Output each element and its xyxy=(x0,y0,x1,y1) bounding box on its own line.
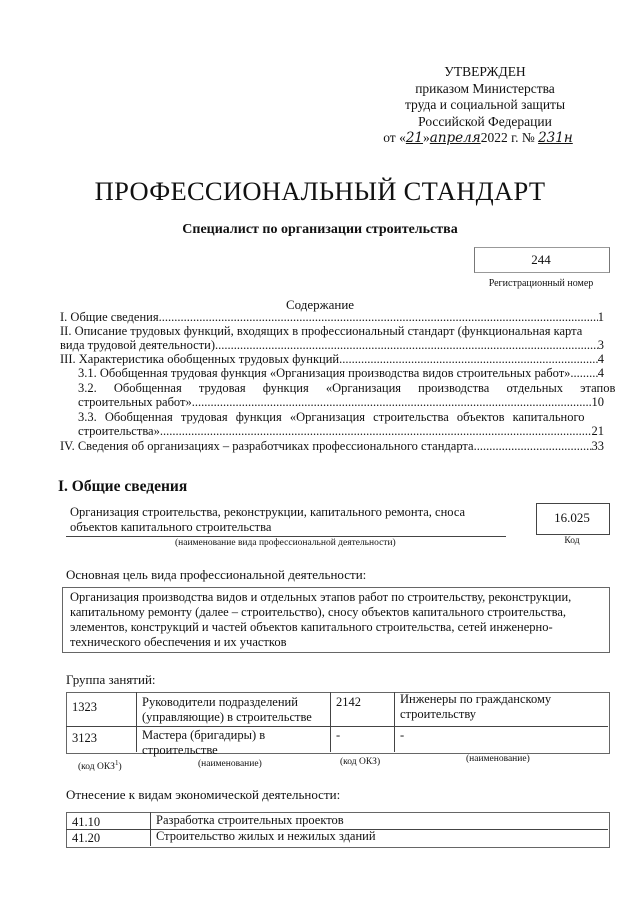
toc-item[interactable] xyxy=(78,381,616,395)
toc-item-page: 10 xyxy=(591,395,604,409)
occ-code: - xyxy=(336,728,341,742)
approval-line2: приказом Министерства xyxy=(415,80,555,96)
occ-name: строительстве xyxy=(142,743,218,757)
document-title: ПРОФЕССИОНАЛЬНЫЙ СТАНДАРТ xyxy=(94,176,546,206)
toc-item[interactable] xyxy=(60,310,604,324)
toc-item-page: 1 xyxy=(597,310,604,324)
econ-label: Отнесение к видам экономической деятельности: xyxy=(66,787,341,802)
goal-line: Организация производства видов и отдельных этапов работ по строительству, реконструкции, xyxy=(70,590,572,604)
date-year: 2022 г. № xyxy=(480,130,535,145)
date-prefix: от « xyxy=(383,130,406,145)
toc-item-text: III. Характеристика обобщенных трудовых функций xyxy=(60,352,340,366)
approval-date xyxy=(366,130,590,147)
toc-item-cont[interactable] xyxy=(78,395,604,409)
toc-item-text: строительных работ» xyxy=(78,395,192,409)
occ-name: Руководители подразделений xyxy=(142,695,298,709)
section-heading: I. Общие сведения xyxy=(58,478,188,495)
toc-item[interactable] xyxy=(60,439,604,453)
toc-item[interactable] xyxy=(60,324,604,338)
occ-name: строительству xyxy=(400,707,477,721)
goal-line: элементов, конструкций и частей объектов капитального строительства, сетей инженерно- xyxy=(70,620,553,634)
occ-name: (управляющие) в строительстве xyxy=(142,710,312,724)
document-subtitle: Специалист по организации строительства xyxy=(182,222,458,237)
toc-item-text: II. Описание трудовых функций, входящих в профессиональный стандарт (функциональная карта xyxy=(60,324,583,338)
approval-line1: УТВЕРЖДЕН xyxy=(444,64,526,79)
econ-name: Разработка строительных проектов xyxy=(156,813,344,827)
toc-item-page: 4 xyxy=(597,352,604,366)
toc-item[interactable] xyxy=(60,352,604,366)
date-mid: » xyxy=(423,130,430,145)
econ-code: 41.20 xyxy=(72,831,101,845)
registration-number: 244 xyxy=(531,252,551,267)
toc-item[interactable] xyxy=(78,410,604,424)
date-day: 21 xyxy=(405,130,424,146)
occ-caption-name2: (наименование) xyxy=(466,754,530,764)
toc-heading: Содержание xyxy=(285,297,355,312)
occ-code: 1323 xyxy=(72,700,97,714)
toc-item-cont[interactable] xyxy=(78,424,604,438)
toc-item[interactable] xyxy=(78,366,604,380)
occ-caption-code1: (код ОКЗ$^1$) xyxy=(78,759,122,773)
econ-name: Строительство жилых и нежилых зданий xyxy=(156,829,376,843)
toc-item-page: 3 xyxy=(597,338,604,352)
activity-name-line2: объектов капитального строительства xyxy=(70,520,272,534)
order-number: 231н xyxy=(538,130,573,146)
table-divider xyxy=(136,692,137,752)
activity-name-line1: Организация строительства, реконструкции, капитального ремонта, сноса xyxy=(70,505,466,519)
table-divider xyxy=(66,726,608,727)
approval-line4: Российской Федерации xyxy=(418,113,552,129)
toc-item-page: 4 xyxy=(597,366,604,380)
toc-item-text: 3.3. Обобщенная трудовая функция «Организация строительства объектов капитального xyxy=(78,410,585,424)
table-divider xyxy=(330,692,331,752)
occ-code: 3123 xyxy=(72,731,97,745)
code-label: Код xyxy=(564,536,580,546)
toc-item-cont[interactable] xyxy=(60,338,604,352)
toc-item-text: I. Общие сведения xyxy=(60,310,159,324)
activity-underline xyxy=(66,536,506,537)
occ-code: 2142 xyxy=(336,695,361,709)
occupations-label: Группа занятий: xyxy=(66,672,156,687)
date-month: апреля xyxy=(429,130,481,146)
activity-caption: (наименование вида профессиональной деятельности) xyxy=(175,538,396,548)
toc-item-page: 33 xyxy=(591,439,604,453)
occ-name: Инженеры по гражданскому xyxy=(400,692,552,706)
approval-block xyxy=(380,64,590,147)
goal-label: Основная цель вида профессиональной деятельности: xyxy=(66,567,367,582)
table-divider xyxy=(394,692,395,752)
toc-item-text: строительства» xyxy=(78,424,160,438)
approval-line3: труда и социальной защиты xyxy=(404,97,566,112)
activity-code: 16.025 xyxy=(554,510,590,525)
toc-item-text: 3.1. Обобщенная трудовая функция «Организация производства видов строительных работ» xyxy=(78,366,571,380)
goal-line: капитальному ремонту (далее – строительство), сносу объектов капитального строительства, xyxy=(70,605,567,619)
econ-code: 41.10 xyxy=(72,815,101,829)
occ-caption-code2: (код ОКЗ) xyxy=(340,757,381,767)
goal-line: технического обеспечения и их участков xyxy=(70,635,287,649)
occ-caption-name1: (наименование) xyxy=(198,759,262,769)
toc-item-text: вида трудовой деятельности) xyxy=(60,338,215,352)
registration-label: Регистрационный номер xyxy=(488,278,594,289)
toc-item-page: 21 xyxy=(591,424,604,438)
toc-item-text: IV. Сведения об организациях – разработчиках профессионального стандарта xyxy=(60,439,474,453)
occ-name: Мастера (бригадиры) в xyxy=(142,728,266,742)
toc-item-text: 3.2. Обобщенная трудовая функция «Организация производства отдельных этапов xyxy=(78,381,616,395)
occ-name: - xyxy=(400,728,405,742)
